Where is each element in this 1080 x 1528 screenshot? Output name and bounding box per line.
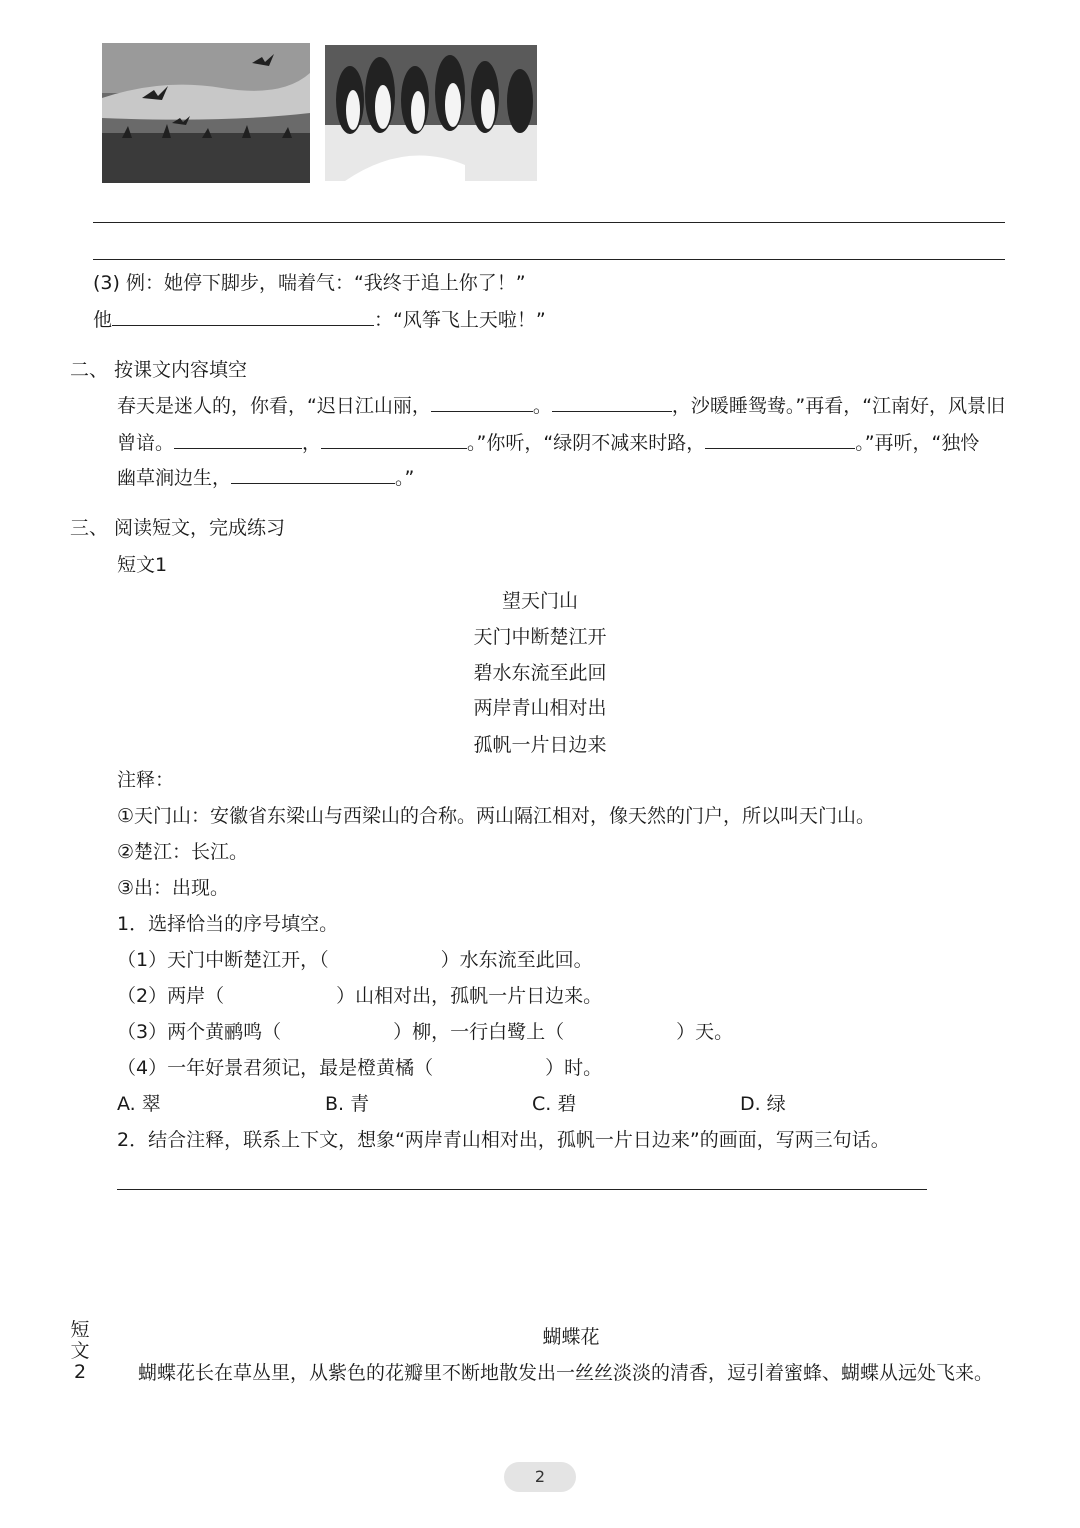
- poem-line: 碧水东流至此回: [473, 662, 607, 684]
- q1-text: （3）两个黄鹂鸣（: [117, 1021, 282, 1043]
- q1-item-1: [117, 945, 593, 972]
- s2-blank-4[interactable]: [321, 428, 467, 449]
- q3-answer-row: [93, 305, 546, 332]
- q1-text: （1）天门中断楚江开，（: [117, 949, 329, 971]
- birds-field-photo: [102, 43, 310, 183]
- q1-text: （2）两岸（: [117, 985, 225, 1007]
- landscape-icon: [102, 43, 310, 183]
- section2-line-3: [117, 463, 414, 490]
- s2-text: 春天是迷人的，你看，“迟日江山丽，: [117, 395, 431, 417]
- s2-blank-3[interactable]: [174, 428, 302, 449]
- section3-heading: 三、 阅读短文，完成练习: [70, 517, 286, 539]
- q2-answer-line[interactable]: [117, 1189, 927, 1190]
- q2-prompt: 2．结合注释，联系上下文，想象“两岸青山相对出，孤帆一片日边来”的画面，写两三句话。: [117, 1129, 890, 1151]
- notes-label: 注释：: [117, 769, 175, 791]
- option-a[interactable]: A. 翠: [117, 1093, 161, 1115]
- section2-heading: 二、 按课文内容填空: [70, 359, 248, 381]
- passage2-text: 蝴蝶花长在草丛里，从紫色的花瓣里不断地散发出一丝丝淡淡的清香，逗引着蜜蜂、蝴蝶从远处飞来。: [138, 1362, 994, 1384]
- q3-he: 他: [93, 309, 113, 331]
- s2-text: ，: [302, 432, 322, 454]
- page-number: 2: [504, 1462, 576, 1492]
- s2-text: 曾谙。: [117, 432, 175, 454]
- poem-line: 天门中断楚江开: [473, 626, 607, 648]
- q3-tail: ：“风筝飞上天啦！”: [374, 309, 546, 331]
- passage1-label: 短文1: [117, 554, 168, 576]
- section2-line-1: [117, 391, 1005, 418]
- s2-text: 。”: [395, 467, 415, 489]
- q3-blank[interactable]: [112, 305, 374, 326]
- q1-text: ）柳，一行白鹭上（: [393, 1021, 565, 1043]
- q1-text: ）时。: [545, 1057, 603, 1079]
- penguins-photo: [325, 45, 537, 181]
- note-item: ③出：出现。: [117, 877, 230, 899]
- s2-text: 。”你听，“绿阴不减来时路，: [467, 432, 706, 454]
- q1-item-4: [117, 1053, 602, 1080]
- q1-prompt: 1．选择恰当的序号填空。: [117, 913, 339, 935]
- q1-text: ）水东流至此回。: [440, 949, 593, 971]
- poem-title: 望天门山: [501, 590, 578, 612]
- s2-text: 。: [532, 395, 552, 417]
- passage2-title: 蝴蝶花: [542, 1326, 600, 1348]
- s2-blank-6[interactable]: [231, 463, 395, 484]
- answer-line-2[interactable]: [93, 259, 1005, 260]
- answer-line-1[interactable]: [93, 222, 1005, 223]
- note-item: ①天门山：安徽省东梁山与西梁山的合称。两山隔江相对，像天然的门户，所以叫天门山。: [117, 805, 876, 827]
- option-b[interactable]: B. 青: [325, 1093, 370, 1115]
- q1-item-2: [117, 981, 602, 1008]
- note-item: ②楚江：长江。: [117, 841, 249, 863]
- s2-blank-1[interactable]: [431, 391, 533, 412]
- q1-text: （4）一年好景君须记，最是橙黄橘（: [117, 1057, 434, 1079]
- q1-item-3: [117, 1017, 733, 1044]
- q1-text: ）天。: [676, 1021, 734, 1043]
- penguins-icon: [325, 45, 537, 181]
- poem-line: 两岸青山相对出: [473, 697, 607, 719]
- s2-text: ，沙暖睡鸳鸯。”再看，“江南好，风景旧: [671, 395, 1006, 417]
- q3-example: (3) 例：她停下脚步，喘着气：“我终于追上你了！”: [93, 272, 526, 294]
- option-d[interactable]: D. 绿: [740, 1093, 786, 1115]
- section2-line-2: [117, 428, 979, 455]
- option-c[interactable]: C. 碧: [532, 1093, 577, 1115]
- side-char: 2: [73, 1361, 87, 1383]
- s2-text: 幽草涧边生，: [117, 467, 232, 489]
- side-char: 短: [70, 1319, 90, 1341]
- q1-text: ）山相对出，孤帆一片日边来。: [336, 985, 603, 1007]
- s2-blank-5[interactable]: [705, 428, 855, 449]
- side-char: 文: [70, 1340, 90, 1362]
- poem-line: 孤帆一片日边来: [473, 734, 607, 756]
- s2-text: 。”再听，“独怜: [855, 432, 980, 454]
- s2-blank-2[interactable]: [552, 391, 672, 412]
